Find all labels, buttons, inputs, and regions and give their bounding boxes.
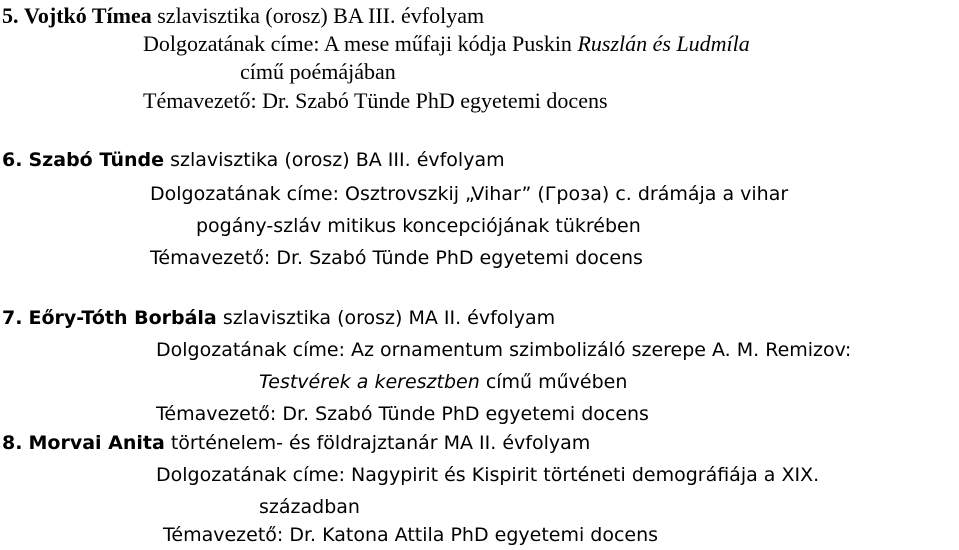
entry-5-name: Vojtkó Tímea bbox=[24, 3, 152, 28]
entry-8-heading bbox=[2, 430, 590, 456]
entry-5-title-part-1: A mese műfaji kódja Puskin bbox=[323, 31, 572, 56]
entry-8-title-part-2: században bbox=[259, 496, 360, 518]
entry-5-title-italic: Ruszlán és Ludmíla bbox=[577, 31, 750, 56]
entry-5-title-label: Dolgozatának címe: bbox=[143, 31, 320, 56]
entry-8-program: történelem- és földrajztanár MA II. évfolyam bbox=[170, 432, 591, 454]
entry-5-heading bbox=[2, 3, 484, 29]
entry-7-heading bbox=[2, 305, 555, 331]
entry-6-heading bbox=[2, 147, 505, 173]
entry-5-title-line-2 bbox=[240, 59, 396, 85]
entry-7-title-label: Dolgozatának címe: bbox=[156, 339, 345, 361]
entry-8-title-label: Dolgozatának címe: bbox=[156, 464, 345, 486]
entry-6-title-line-1 bbox=[150, 181, 788, 207]
entry-8-name: Morvai Anita bbox=[28, 432, 165, 454]
entry-5-number: 5. bbox=[2, 3, 19, 28]
entry-6-supervisor: Témavezető: Dr. Szabó Tünde PhD egyetemi docens bbox=[150, 247, 643, 269]
entry-7-title-part-1: Az ornamentum szimbolizáló szerepe A. M. Remizov: bbox=[351, 339, 852, 361]
entry-6-program: szlavisztika (orosz) BA III. évfolyam bbox=[170, 149, 505, 171]
entry-5-title-part-2: című poémájában bbox=[240, 59, 396, 84]
entry-8-title-line-1 bbox=[156, 462, 819, 488]
entry-7-title-italic: Testvérek a keresztben bbox=[259, 371, 480, 393]
entry-6-number: 6. bbox=[2, 149, 23, 171]
entry-6-title-part-2: pogány-szláv mitikus koncepciójának tükrében bbox=[196, 215, 641, 237]
entry-8-title-line-2 bbox=[259, 494, 360, 520]
entry-7-supervisor: Témavezető: Dr. Szabó Tünde PhD egyetemi docens bbox=[156, 403, 649, 425]
entry-6-title-label: Dolgozatának címe: bbox=[150, 183, 339, 205]
entry-6-name: Szabó Tünde bbox=[28, 149, 165, 171]
entry-5-title-line-1 bbox=[143, 31, 750, 57]
entry-7-number: 7. bbox=[2, 307, 23, 329]
entry-8-title-part-1: Nagypirit és Kispirit történeti demográfiája a XIX. bbox=[351, 464, 820, 486]
entry-6-title-line-2 bbox=[196, 213, 641, 239]
entry-8-supervisor: Témavezető: Dr. Katona Attila PhD egyetemi docens bbox=[163, 524, 659, 546]
entry-6-title-part-1: Osztrovszkij „Vihar” (Гроза) c. drámája a vihar bbox=[345, 183, 789, 205]
entry-7-program: szlavisztika (orosz) MA II. évfolyam bbox=[222, 307, 556, 329]
entry-7-name: Eőry-Tóth Borbála bbox=[28, 307, 217, 329]
entry-8-number: 8. bbox=[2, 432, 23, 454]
entry-7-title-line-1 bbox=[156, 337, 851, 363]
entry-5-program: szlavisztika (orosz) BA III. évfolyam bbox=[157, 3, 485, 28]
entry-7-title-line-2 bbox=[259, 369, 627, 395]
entry-7-title-part-2: című művében bbox=[485, 371, 628, 393]
entry-5-supervisor: Témavezető: Dr. Szabó Tünde PhD egyetemi docens bbox=[143, 88, 608, 113]
